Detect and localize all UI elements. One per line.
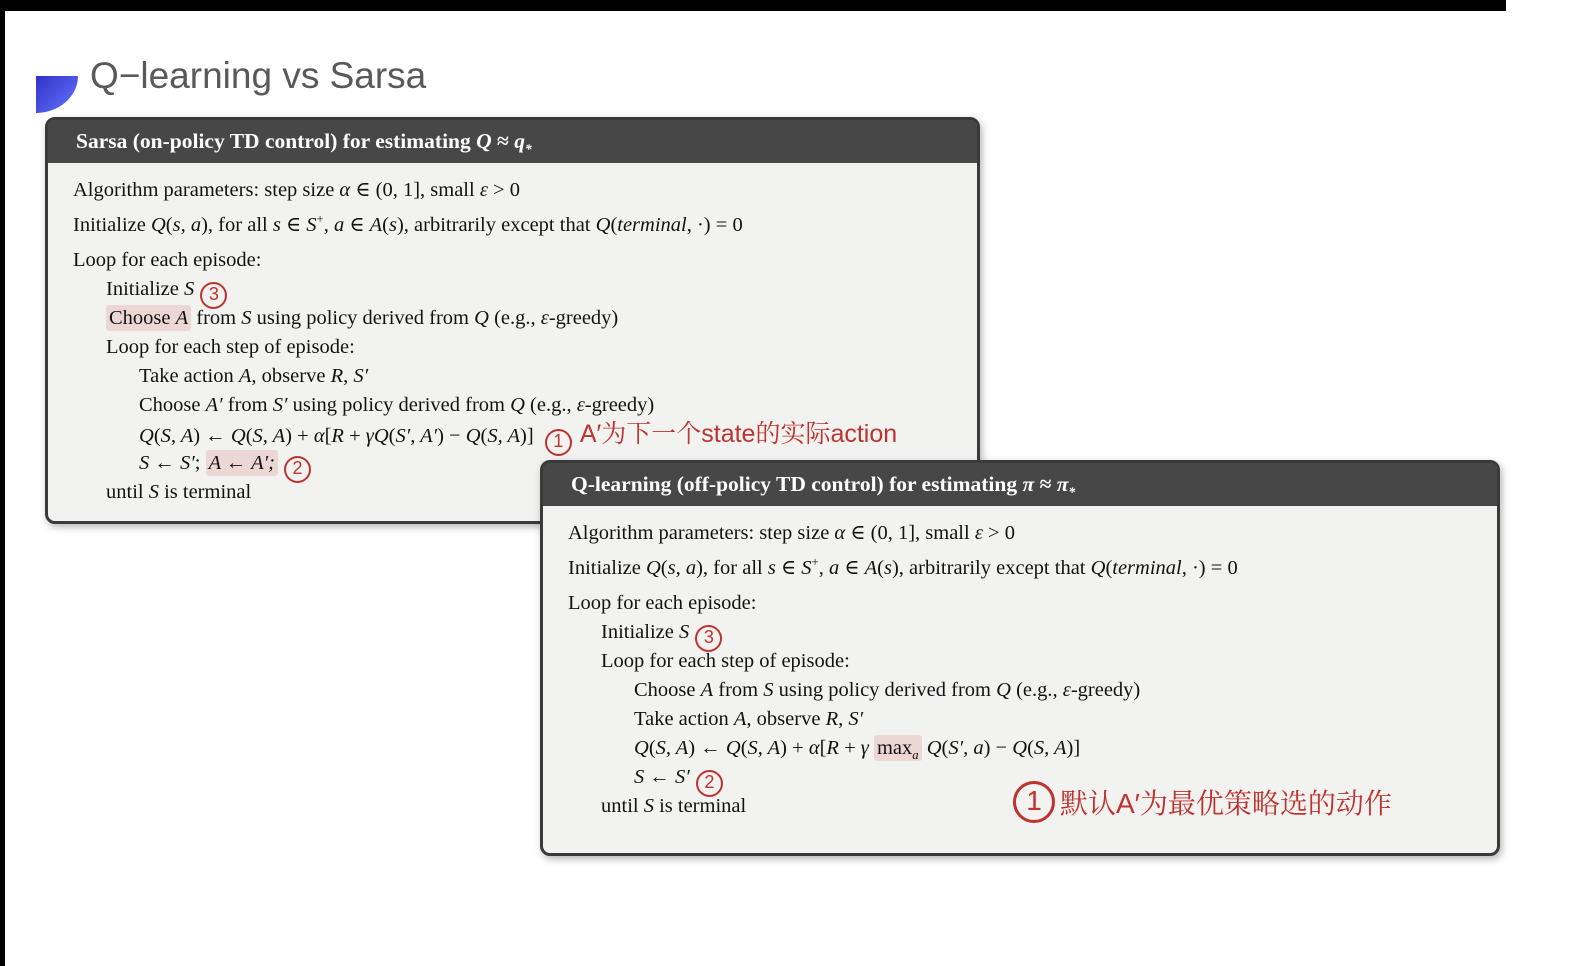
- sarsa-box-body: [48, 163, 977, 507]
- math-text: A: [238, 365, 252, 387]
- math-text: s, a: [172, 213, 202, 236]
- math-text: a: [912, 748, 919, 763]
- plain-text: [194, 278, 199, 300]
- math-text: S, A: [1033, 737, 1067, 759]
- algorithm-line: [73, 205, 977, 234]
- plain-text: Initialize: [73, 213, 151, 236]
- plain-text: (: [1027, 737, 1034, 759]
- math-text: ε: [974, 522, 983, 544]
- plain-text: ,: [343, 365, 354, 387]
- algorithm-line: [568, 647, 1497, 676]
- plain-text: ∈: [839, 556, 865, 579]
- plain-text: Loop for each episode:: [73, 249, 262, 271]
- math-text: terminal: [1112, 556, 1182, 579]
- plain-text: ∈: [280, 213, 307, 236]
- math-text: S′, A′: [395, 425, 438, 447]
- plain-text: using policy derived from: [251, 307, 475, 329]
- plain-text: ≈: [491, 129, 515, 153]
- plain-text: ) +: [285, 425, 314, 447]
- plain-text: (: [610, 213, 618, 236]
- slide-title: Q−learning vs Sarsa: [90, 55, 427, 96]
- math-text: Q: [510, 394, 525, 416]
- math-text: π: [1022, 472, 1035, 496]
- math-text: α: [313, 425, 325, 447]
- plain-text: > 0: [982, 522, 1015, 544]
- plain-text: (: [648, 737, 656, 759]
- math-text: Q: [150, 213, 166, 236]
- plain-text: from: [713, 679, 764, 701]
- circled-number-3: 3: [695, 625, 722, 652]
- plain-text: (e.g.,: [1010, 679, 1063, 701]
- plain-text: Initialize: [601, 621, 679, 643]
- math-text: A ← A′;: [208, 452, 275, 474]
- highlighted-text: [206, 450, 278, 476]
- math-text: A: [733, 708, 747, 730]
- plain-text: ), for all: [201, 213, 273, 236]
- plain-text: [: [324, 425, 332, 447]
- algorithm-line: [568, 676, 1497, 705]
- plain-text: ∈ (0, 1], small: [350, 179, 480, 201]
- plain-text: Q-learning (off-policy TD control) for estimating: [571, 472, 1023, 496]
- plain-text: +: [316, 212, 324, 226]
- plain-text: (: [245, 425, 253, 447]
- math-text: S′: [675, 766, 690, 788]
- math-text: Q: [645, 556, 661, 579]
- sarsa-box-header: [48, 120, 977, 163]
- plain-text: ←: [644, 766, 675, 788]
- algorithm-line: [568, 734, 1497, 763]
- algorithm-line: [73, 275, 977, 304]
- math-text: S, A: [747, 737, 781, 759]
- math-text: Q: [1090, 556, 1106, 579]
- math-text: a: [333, 213, 345, 236]
- plain-text: Take action: [139, 365, 239, 387]
- math-text: Q: [1012, 737, 1028, 759]
- math-text: R: [330, 365, 344, 387]
- plain-text: , observe: [746, 708, 826, 730]
- plain-text: [690, 766, 695, 788]
- plain-text: from: [191, 307, 242, 329]
- plain-text: (: [382, 213, 389, 236]
- plain-text: (: [1105, 556, 1113, 579]
- math-text: S′: [272, 394, 288, 416]
- plain-text: ), arbitrarily except that: [891, 556, 1091, 579]
- math-text: Q: [725, 737, 741, 759]
- plain-text: (: [388, 425, 396, 447]
- plain-text: , ·) = 0: [686, 213, 743, 236]
- plain-text: ,: [838, 708, 849, 730]
- plain-text: ) +: [780, 737, 809, 759]
- plain-text: +: [811, 555, 819, 569]
- plain-text: ,: [323, 213, 334, 236]
- plain-text: +: [343, 425, 366, 447]
- plain-text: Algorithm parameters: step size: [73, 179, 340, 201]
- annotation-text: 默认A′为最优策略选的动作: [1060, 788, 1392, 819]
- plain-text: (: [480, 425, 488, 447]
- plain-text: [278, 452, 283, 474]
- math-text: Q: [230, 425, 246, 447]
- plain-text: )]: [520, 425, 534, 447]
- math-text: S: [148, 481, 159, 503]
- algorithm-line: [73, 420, 977, 449]
- math-text: A′: [205, 394, 223, 416]
- plain-text: -greedy): [1070, 679, 1141, 701]
- circled-number-1: 1: [545, 429, 572, 456]
- plain-text: until: [601, 795, 644, 817]
- red-annotation-text: A′为下一个state的实际action: [572, 420, 898, 448]
- plain-text: (e.g.,: [488, 307, 541, 329]
- plain-text: Initialize: [106, 278, 184, 300]
- math-text: R: [825, 708, 839, 730]
- math-text: R: [331, 425, 344, 447]
- plain-text: Sarsa (on-policy TD control) for estimating: [76, 129, 477, 153]
- plain-text: Loop for each step of episode:: [601, 650, 850, 672]
- plain-text: ∈ (0, 1], small: [845, 522, 975, 544]
- math-text: α: [339, 179, 351, 201]
- highlighted-text: [874, 735, 922, 761]
- plain-text: Choose: [109, 307, 176, 329]
- algorithm-line: [73, 304, 977, 333]
- math-text: R: [826, 737, 839, 759]
- math-text: terminal: [617, 213, 687, 236]
- math-text: ε: [1062, 679, 1071, 701]
- math-text: S, A: [160, 425, 194, 447]
- plain-text: > 0: [487, 179, 520, 201]
- letterbox-top-bar: [0, 0, 1506, 11]
- plain-text: from: [222, 394, 273, 416]
- circled-number-2: 2: [284, 456, 311, 483]
- math-text: *: [524, 141, 532, 157]
- plain-text: [689, 621, 694, 643]
- plain-text: Choose: [139, 394, 206, 416]
- circled-number-2: 2: [696, 770, 723, 797]
- plain-text: max: [876, 737, 913, 759]
- title-accent-shape: [36, 76, 78, 113]
- math-text: γQ: [365, 425, 389, 447]
- plain-text: ≈: [1034, 472, 1057, 496]
- plain-text: until: [106, 481, 149, 503]
- plain-text: ,: [818, 556, 829, 579]
- qlearning-red-annotation: [1013, 781, 1392, 823]
- math-text: α: [834, 522, 846, 544]
- algorithm-line: [568, 618, 1497, 647]
- plain-text: ) ←: [193, 425, 231, 447]
- math-text: S: [643, 795, 654, 817]
- algorithm-line: [73, 362, 977, 391]
- plain-text: is terminal: [158, 481, 252, 503]
- plain-text: ∈: [775, 556, 802, 579]
- circled-number-3: 3: [200, 282, 227, 309]
- letterbox-left-bar: [0, 0, 5, 966]
- math-text: s: [388, 213, 397, 236]
- plain-text: Take action: [634, 708, 734, 730]
- algorithm-line: [568, 548, 1497, 577]
- plain-text: ), arbitrarily except that: [396, 213, 596, 236]
- plain-text: [534, 425, 544, 447]
- math-text: Q: [474, 307, 489, 329]
- highlighted-text: [106, 305, 191, 331]
- math-text: S′: [180, 452, 195, 474]
- plain-text: +: [838, 737, 861, 759]
- math-text: S: [801, 556, 812, 579]
- plain-text: ) −: [983, 737, 1013, 759]
- math-text: S, A: [487, 425, 521, 447]
- plain-text: Loop for each episode:: [568, 592, 757, 614]
- plain-text: Initialize: [568, 556, 646, 579]
- plain-text: , observe: [251, 365, 331, 387]
- plain-text: (: [877, 556, 884, 579]
- plain-text: (: [153, 425, 161, 447]
- plain-text: (e.g.,: [524, 394, 577, 416]
- algorithm-line: [568, 589, 1497, 618]
- math-text: Q: [926, 737, 942, 759]
- math-text: s, a: [667, 556, 697, 579]
- algorithm-line: [568, 705, 1497, 734]
- math-text: A: [700, 679, 714, 701]
- math-text: S: [139, 452, 150, 474]
- algorithm-line: [73, 391, 977, 420]
- plain-text: using policy derived from: [287, 394, 511, 416]
- plain-text: ) −: [437, 425, 466, 447]
- plain-text: -greedy): [548, 307, 619, 329]
- math-text: s: [767, 556, 776, 579]
- math-text: ε: [540, 307, 549, 329]
- math-text: α: [808, 737, 820, 759]
- math-text: S, A: [655, 737, 689, 759]
- qlearning-box-header: [543, 463, 1497, 506]
- math-text: A: [864, 556, 878, 579]
- plain-text: Choose: [634, 679, 701, 701]
- plain-text: Loop for each step of episode:: [106, 336, 355, 358]
- math-text: γ: [860, 737, 869, 759]
- math-text: s: [272, 213, 281, 236]
- math-text: π: [1056, 472, 1069, 496]
- math-text: ε: [479, 179, 488, 201]
- math-text: Q: [139, 425, 154, 447]
- math-text: Q: [634, 737, 649, 759]
- plain-text: ;: [194, 452, 206, 474]
- algorithm-line: [568, 519, 1497, 548]
- math-text: A: [369, 213, 383, 236]
- math-text: S′, a: [948, 737, 984, 759]
- plain-text: ←: [149, 452, 180, 474]
- plain-text: )]: [1066, 737, 1081, 759]
- plain-text: (: [660, 556, 668, 579]
- plain-text: using policy derived from: [773, 679, 997, 701]
- math-text: Q: [476, 129, 492, 153]
- math-text: S: [763, 679, 774, 701]
- algorithm-line: [73, 246, 977, 275]
- circled-number-1: 1: [1013, 781, 1055, 823]
- math-text: S: [306, 213, 317, 236]
- math-text: ε: [576, 394, 585, 416]
- qlearning-algorithm-box: [540, 460, 1500, 856]
- math-text: *: [1068, 484, 1076, 500]
- algorithm-line: [73, 333, 977, 362]
- math-text: a: [828, 556, 840, 579]
- plain-text: (: [740, 737, 748, 759]
- plain-text: (: [165, 213, 173, 236]
- plain-text: -greedy): [584, 394, 655, 416]
- plain-text: [: [819, 737, 827, 759]
- plain-text: ∈: [344, 213, 370, 236]
- plain-text: Algorithm parameters: step size: [568, 522, 835, 544]
- math-text: S, A: [252, 425, 286, 447]
- math-text: S: [678, 621, 690, 643]
- math-text: S′: [848, 708, 864, 730]
- math-text: A: [175, 307, 189, 329]
- math-text: q: [514, 129, 525, 153]
- plain-text: ) ←: [688, 737, 726, 759]
- algorithm-line: [73, 176, 977, 205]
- math-text: S: [183, 278, 195, 300]
- plain-text: , ·) = 0: [1181, 556, 1238, 579]
- math-text: Q: [465, 425, 481, 447]
- plain-text: ), for all: [696, 556, 768, 579]
- plain-text: (: [941, 737, 949, 759]
- math-text: Q: [595, 213, 611, 236]
- math-text: Q: [996, 679, 1011, 701]
- math-text: S: [241, 307, 252, 329]
- math-text: S′: [353, 365, 369, 387]
- math-text: S: [634, 766, 645, 788]
- math-text: s: [883, 556, 892, 579]
- plain-text: is terminal: [653, 795, 747, 817]
- qlearning-box-body: [543, 506, 1497, 821]
